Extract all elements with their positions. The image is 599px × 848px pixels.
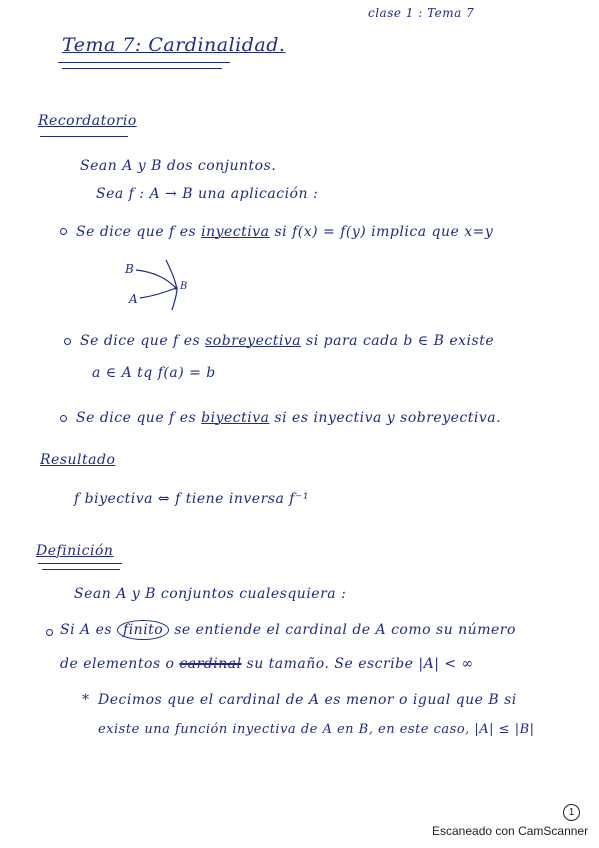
def-text: su tamaño. Se escribe |A| < ∞ [246, 656, 474, 672]
heading-underline [38, 563, 122, 564]
diagram-label-target: B [180, 281, 188, 292]
page-title: Tema 7: Cardinalidad. [62, 34, 286, 56]
resultado-text: f biyectiva [74, 491, 153, 507]
resultado-heading: Resultado [40, 452, 116, 468]
scanner-watermark: Escaneado con CamScanner [432, 824, 589, 838]
def-star-line-1: Decimos que el cardinal de A es menor o igual que B si [98, 692, 517, 708]
def-star-line-2: existe una función inyectiva de A en B, en este caso, |A| ≤ |B| [98, 722, 535, 737]
title-underline [62, 68, 222, 69]
bullet-dot [46, 629, 53, 636]
bullet-text: Se dice que f es [76, 224, 197, 240]
bullet-text: si es inyectiva y sobreyectiva. [274, 410, 502, 426]
def-finite [60, 622, 516, 638]
bullet-surjective-cont: a ∈ A tq f(a) = b [92, 365, 216, 381]
def-text: de elementos o [60, 656, 175, 672]
image-point [174, 286, 177, 289]
class-note: clase 1 : Tema 7 [368, 6, 475, 20]
recordatorio-heading: Recordatorio [38, 113, 137, 129]
iff-symbol: ⇔ [157, 491, 171, 507]
definicion-heading: Definición [36, 543, 114, 559]
term-sobreyectiva: sobreyectiva [205, 333, 302, 349]
term-inyectiva: inyectiva [201, 224, 270, 240]
term-biyectiva: biyectiva [201, 410, 270, 426]
rec-line-2: Sea f : A → B una aplicación : [96, 186, 319, 202]
bullet-injective [76, 224, 493, 240]
def-finite-cont [60, 656, 474, 672]
diagram-label-b: B [125, 262, 135, 276]
def-line-1: Sean A y B conjuntos cualesquiera : [74, 586, 347, 602]
def-text: Si A es [60, 622, 113, 638]
page-number: 1 [563, 804, 580, 821]
rec-line-1: Sean A y B dos conjuntos. [80, 158, 277, 174]
bullet-surjective [80, 333, 494, 349]
bullet-dot [64, 338, 71, 345]
term-finito: finito [117, 620, 169, 640]
heading-underline [42, 569, 120, 570]
diagram-label-a: A [129, 292, 139, 306]
mapping-arrow-2 [140, 288, 176, 298]
resultado-line [74, 491, 309, 507]
star-mark: * [82, 692, 90, 708]
bullet-text: Se dice que f es [80, 333, 201, 349]
bullet-dot [60, 228, 67, 235]
bullet-dot [60, 415, 67, 422]
bullet-text: si para cada b ∈ B existe [306, 333, 495, 349]
bullet-bijective [76, 410, 501, 426]
bullet-text: si f(x) = f(y) implica que x=y [274, 224, 494, 240]
mapping-arrow-1 [136, 270, 176, 288]
codomain-curve [166, 260, 177, 310]
heading-underline [40, 136, 128, 137]
resultado-text: f tiene inversa f⁻¹ [175, 491, 309, 507]
title-underline [58, 62, 230, 63]
struck-word: cardinal [179, 656, 242, 672]
bullet-text: Se dice que f es [76, 410, 197, 426]
def-text: se entiende el cardinal de A como su número [174, 622, 516, 638]
